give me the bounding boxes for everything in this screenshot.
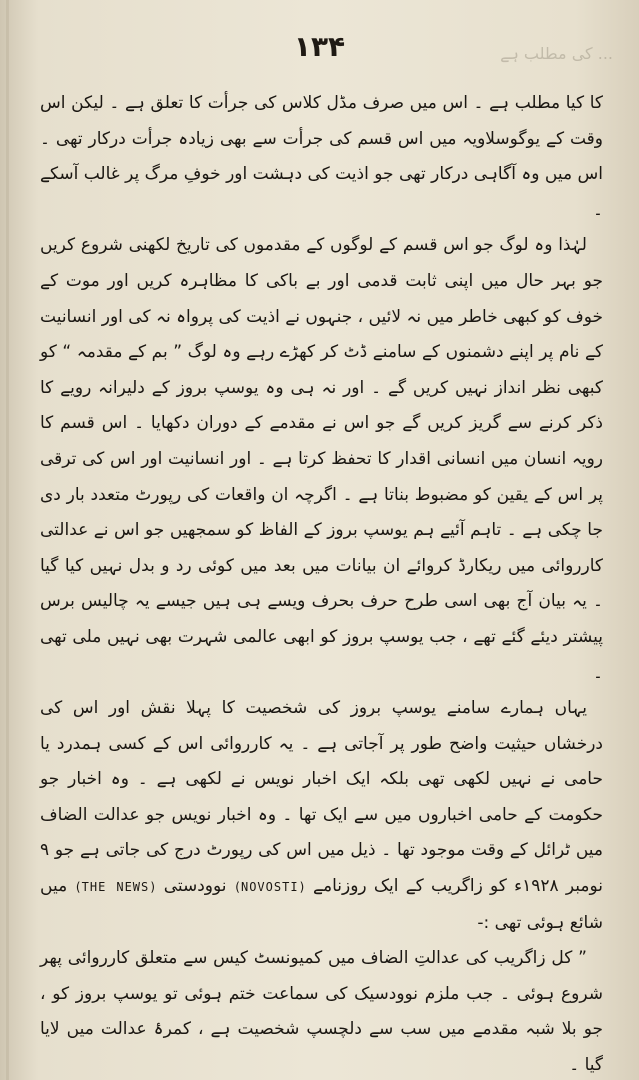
paragraph-3: [40, 691, 603, 941]
bleed-through-text: ... کی مطلب ہے: [500, 44, 613, 63]
page-body: [40, 86, 603, 1080]
paragraph-3-tail: میں شائع ہوئی تھی :-: [40, 876, 603, 933]
paragraph-2: لہٰذا وہ لوگ جو اس قسم کے لوگوں کے مقدموں کی تاریخ لکھنی شروع کریں جو بہر حال میں اپنی ثابت قدمی اور بے باکی کا مظاہرہ کریں اور موت کے خوف کو کبھی خاطر میں نہ لائیں ، جنہوں نے اذیت کی پرواہ نہ کی اور انسانیت کے نام پر اپنے دشمنوں کے سامنے ڈٹ کر کھڑے رہے وہ لوگ ” بم کے مقدمہ “ کو کبھی نظر انداز نہیں کریں گے ۔ اور نہ ہی وہ یوسپ بروز کے دلیرانہ رویے کا ذکر کرنے سے گریز کریں گے جو اس نے مقدمے کے دوران دکھایا ۔ اس قسم کا رویہ انسان میں انسانی اقدار کا تحفظ کرتا ہے ۔ اور انسانیت اور اس کی ترقی پر اس کے یقین کو مضبوط بناتا ہے ۔ اگرچہ ان واقعات کی رپورٹ متعدد بار دی جا چکی ہے ۔ تاہم آئیے ہم یوسپ بروز کے الفاظ کو سمجھیں جو اس نے عدالتی کارروائی میں ریکارڈ کروائے ان بیانات میں بعد میں کوئی رد و بدل نہیں کیا گیا ۔ یہ بیان آج بھی اسی طرح حرف بحرف ویسے ہی ہیں جیسے یہ چالیس برس پیشتر دیئے گئے تھے ، جب یوسپ بروز کو ابھی عالمی شہرت بھی نہیں ملی تھی ۔: [40, 235, 603, 683]
newspaper-name-latin: (NOVOSTI): [233, 880, 306, 895]
page-number: ۱۳۴: [293, 30, 346, 63]
newspaper-name-urdu: نوودستی: [163, 876, 227, 897]
quote-paragraph: ” کل زاگریب کی عدالتِ الضاف میں کمیونسٹ کیس سے متعلق کارروائی پھر شروع ہوئی ۔ جب ملزم نوودسیک کی سماعت ختم ہوئی تو یوسپ بروز کو ، جو بلا شبہ مقدمے میں سب سے دلچسپ شخصیت ہے ، کمرۂ عدالت میں لایا گیا ۔: [40, 948, 603, 1076]
paragraph-3-body: یہاں ہمارے سامنے یوسپ بروز کی شخصیت کا پہلا نقش اور اس کی درخشاں حیثیت واضح طور پر آجاتی ہے ۔ یہ کارروائی اس کے کسی ہمدرد یا حامی نے نہیں لکھی تھی بلکہ ایک اخبار نویس نے لکھی ہے ۔ وہ اخبار جو حکومت کے حامی اخباروں میں سے ایک تھا ۔ وہ اخبار نویس جو عدالت الضاف میں ٹرائل کے وقت موجود تھا ۔ ذیل میں اس کی رپورٹ درج کی جاتی ہے جو ۹ نومبر ۱۹۲۸ء کو زاگریب کے ایک روزنامے: [40, 698, 603, 897]
newspaper-name-english: (THE NEWS): [74, 880, 157, 895]
paragraph-1: کا کیا مطلب ہے ۔ اس میں صرف مڈل کلاس کی جرأت کا تعلق ہے ۔ لیکن اس وقت کے یوگوسلاویہ میں اس قسم کی جرأت سے بھی زیادہ جرأت درکار تھی ۔ اس میں وہ آگاہی درکار تھی جو اذیت کی دہشت اور خوفِ مرگ پر غالب آسکے ۔: [40, 93, 603, 220]
